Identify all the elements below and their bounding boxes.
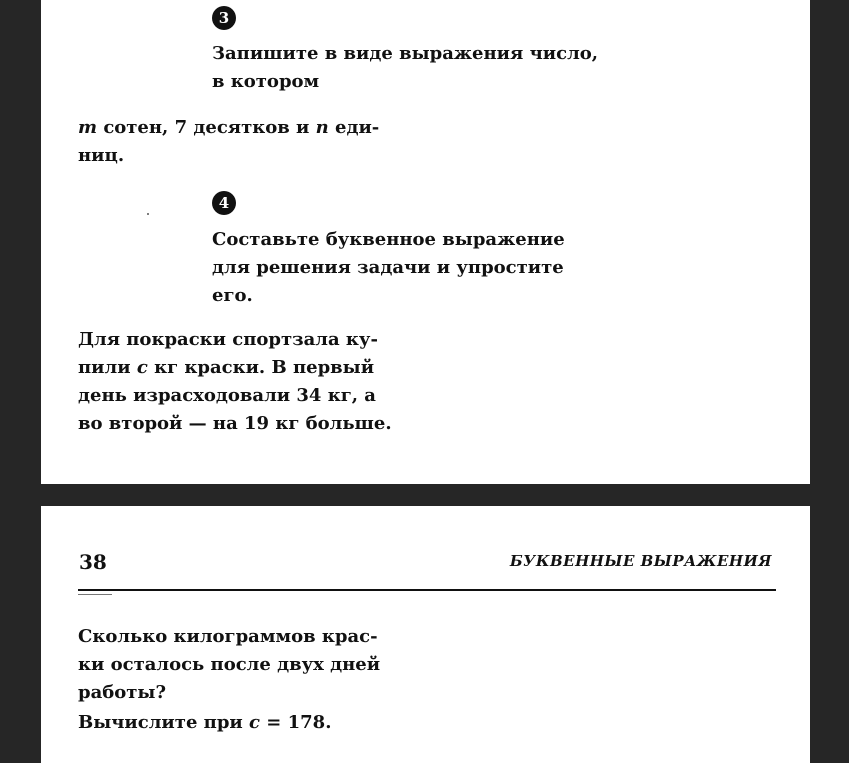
calc-text: = 178. [260, 712, 332, 733]
task-4-body-line: день израсходовали 34 кг, а [78, 385, 376, 406]
task-4-title [212, 226, 565, 310]
task-3-body-text: сотен, 7 десятков и [97, 117, 316, 138]
variable-c: c [249, 712, 261, 733]
task-4-continuation-line: Сколько килограммов крас- [78, 626, 378, 647]
task-4-title-line: Составьте буквенное выражение [212, 229, 565, 250]
task-3-title [212, 40, 598, 96]
task-4-title-line: для решения задачи и упростите [212, 257, 564, 278]
page-bottom [41, 506, 810, 763]
task-4-calc-line [78, 709, 380, 737]
task-3-title-line: Запишите в виде выражения число, [212, 43, 599, 64]
task-3-title-line: в котором [212, 71, 320, 92]
task-4-title-line: его. [212, 285, 253, 306]
task-4-body-line: во второй — на 19 кг больше. [78, 413, 392, 434]
calc-text: Вычислите при [78, 712, 250, 733]
variable-c: c [136, 357, 148, 378]
variable-n: n [315, 117, 329, 138]
task-3-body [78, 114, 379, 170]
running-head: БУКВЕННЫЕ ВЫРАЖЕНИЯ [509, 552, 772, 570]
task-3-number-badge: 3 [212, 6, 236, 30]
task-4-body-text: кг краски. В первый [147, 357, 375, 378]
task-4-continuation-line: ки осталось после двух дней [78, 654, 381, 675]
task-4-body-line [78, 354, 392, 382]
task-4-body-line: Для покраски спортзала ку- [78, 329, 378, 350]
task-4-continuation [78, 623, 380, 737]
task-4-continuation-line: работы? [78, 682, 167, 703]
task-4-number-badge: 4 [212, 191, 236, 215]
task-3-body-line: ниц. [78, 145, 125, 166]
variable-m: m [78, 117, 98, 138]
scan-speck [147, 213, 149, 215]
page-top [41, 0, 810, 484]
task-3-body-line [78, 114, 379, 142]
task-3-body-text: еди- [328, 117, 380, 138]
header-rule-thin [78, 594, 112, 595]
header-rule [78, 589, 776, 591]
task-4-body-text: пили [78, 357, 137, 378]
task-4-body [78, 326, 392, 438]
page-number: 38 [79, 550, 107, 574]
